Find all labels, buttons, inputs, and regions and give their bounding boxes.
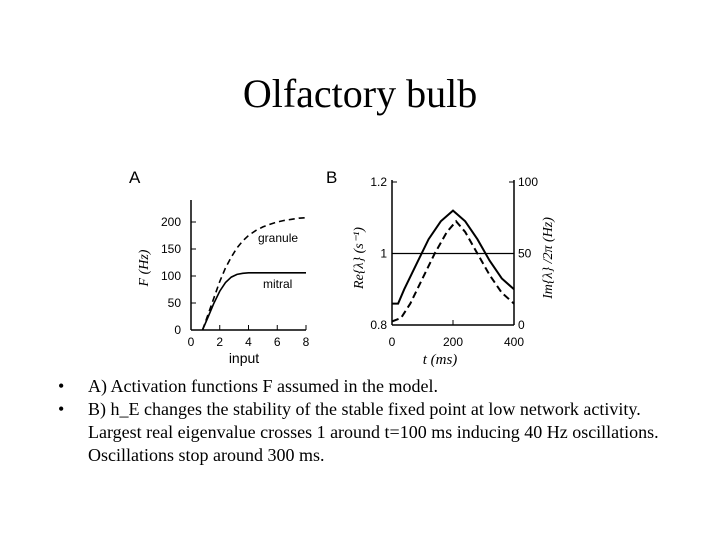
b-left-tick-label: 1.2 (370, 175, 387, 189)
a-x-tick-label: 6 (273, 335, 281, 349)
b-series-dashed (392, 221, 514, 321)
a-y-tick-label: 0 (174, 323, 181, 337)
bullet-dot: • (58, 399, 65, 419)
a-y-tick-label: 100 (160, 269, 181, 283)
panel-b-series (392, 211, 514, 322)
a-x-tick-label: 4 (245, 335, 252, 349)
a-y-tick-label: 150 (160, 242, 181, 256)
mitral-label: mitral (263, 277, 293, 291)
b-x-tick-label: 200 (442, 335, 464, 349)
panel-a-y-label: F (Hz) (137, 249, 152, 287)
panel-b-left-ticks (370, 175, 397, 332)
b-right-tick-label: 0 (518, 318, 525, 332)
bullet-item (56, 398, 696, 467)
panel-a-label: A (129, 168, 141, 187)
panel-b-label: B (326, 168, 338, 187)
bullet-text: A) Activation functions F assumed in the model. (88, 376, 438, 396)
a-x-tick-label: 0 (187, 335, 195, 349)
panel-b-right-y-label: Im{λ} /2π (Hz) (541, 217, 556, 299)
panel-a (137, 200, 310, 366)
bullet-text: B) h_E changes the stability of the stable fixed point at low network activity. Largest real eigenvalue crosses 1 around t=100 ms inducing 40 Hz oscillations. Oscillations stop around 300 ms. (88, 399, 659, 465)
bullet-item (56, 375, 696, 398)
granule-label: granule (258, 231, 299, 245)
b-x-tick-label: 0 (388, 335, 396, 349)
a-y-tick-label: 200 (160, 215, 181, 229)
a-x-tick-label: 2 (216, 335, 224, 349)
panel-b (352, 175, 556, 368)
panel-b-left-y-label: Re{λ} (s⁻¹) (352, 227, 367, 289)
a-x-tick-label: 8 (302, 335, 310, 349)
b-left-tick-label: 1 (380, 246, 387, 261)
panel-a-x-ticks (188, 325, 310, 349)
slide-title: Olfactory bulb (242, 71, 478, 116)
bullet-list (56, 375, 696, 467)
bullet-dot: • (58, 376, 65, 396)
b-right-tick-label: 100 (518, 175, 539, 189)
panel-a-x-label: input (228, 350, 260, 366)
panel-b-x-label-text: t (ms) (422, 352, 458, 368)
panel-b-x-label (423, 352, 458, 368)
a-y-tick-label: 50 (167, 296, 181, 310)
b-right-tick-label: 50 (518, 246, 532, 261)
b-x-tick-label: 400 (503, 335, 525, 349)
b-left-tick-label: 0.8 (370, 318, 387, 332)
